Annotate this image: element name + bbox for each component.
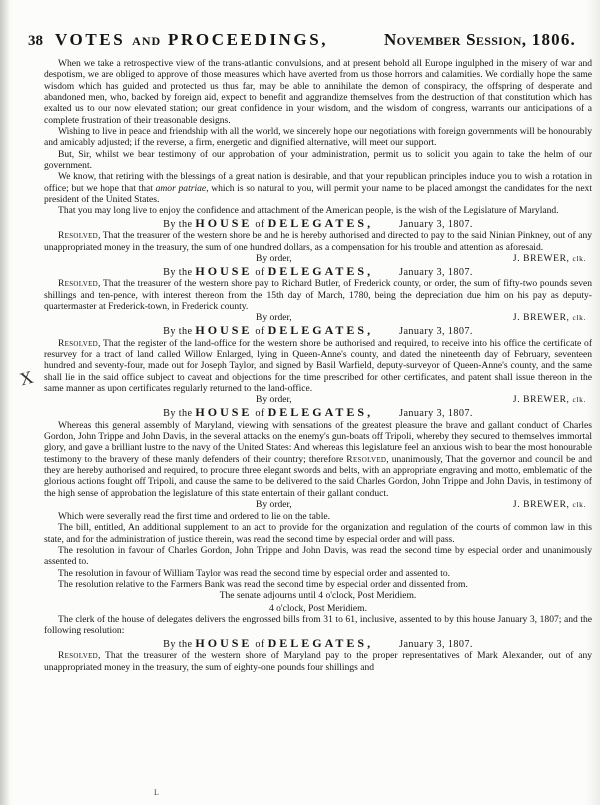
binding-shadow — [0, 0, 10, 805]
running-title: VOTES AND PROCEEDINGS, November Session, 1806. — [55, 30, 576, 49]
resolution-taylor: Resolved, That the register of the land-office for the western shore be authorised and required, to receive into his office the certificate of resurvey for a tract of land called Willow Enlarged, lying in Queen-Anne's county, and dated the nineteenth day of February, seventeen hundred and seventy-four, made out for Joseph Taylor, and signed by Basil Warfield, deputy-surveyor of Queen-Anne's county, and the same shall lie in the said office subject to caveat and objections for the time prescribed for other certificates, and patent shall issue thereon in the same manner as upon certificates regularly returned to the land-office. — [44, 337, 592, 394]
proceedings-paragraph: The resolution in favour of Charles Gordon, John Trippe and John Davis, was read the second time by especial order and unanimously assented to. — [44, 545, 592, 568]
page-number: 38 — [28, 33, 43, 49]
resolution-alexander: Resolved, That the treasurer of the western shore of Maryland pay to the proper representatives of Mark Alexander, out of any unappropriated money in the treasury, the sum of eighty-one pounds four shillings and — [44, 650, 592, 673]
address-paragraph-4: We know, that retiring with the blessings of a great nation is desirable, and that your republican principles induce you to wish a rotation in office; but we hope that that amor patriae, which is so natural to you, will permit your name to be placed amongst the candidates for the next president of the United States. — [44, 171, 592, 206]
session-year: 1806. — [531, 30, 576, 49]
signature-block: By order, J. BREWER, clk. — [256, 252, 586, 264]
signature-block: By order, J. BREWER, clk. — [256, 312, 586, 324]
resolution-tripoli: Whereas this general assembly of Maryland, viewing with sensations of the greatest pleasure the brave and gallant conduct of Charles Gordon, John Trippe and John Davis, in the several attacks on the enemy's gun-boats off Tripoli, whereby they secured to themselves immortal glory, and gave a brilliant lustre to the navy of the United States: And whereas this legislature feel an anxious wish to bear the most honourable testimony to the bravery of these manly defenders of their country; therefore Resolved, unanimously, That the governor and council be and they are hereby authorised and required, to procure three elegant swords and belts, with an appropriate engraving and motto, emblematic of the glorious actions fought off Tripoli, and cause the same to be delivered to the said Charles Gordon, John Trippe and John Davis, in testimony of the high sense of approbation the legislature of this state entertain of their gallant conduct. — [44, 419, 592, 499]
house-heading: By the HOUSE of DELEGATES, January 3, 1807. — [163, 405, 473, 420]
adjournment-line: The senate adjourns until 4 o'clock, Post Meridiem. — [219, 590, 417, 602]
proceedings-paragraph: The resolution relative to the Farmers Bank was read the second time by especial order and dissented from. — [58, 579, 468, 591]
resolution-pinkney: Resolved, That the treasurer of the western shore be and he is hereby authorised and directed to pay to the said Ninian Pinkney, out of any unappropriated money in the treasury, the sum of one hundred dollars, as a compensation for his trouble and attention as aforesaid. — [44, 230, 592, 253]
house-heading: By the HOUSE of DELEGATES, January 3, 1807. — [163, 215, 473, 230]
house-heading: By the HOUSE of DELEGATES, January 3, 1807. — [163, 635, 473, 650]
resolution-butler: Resolved, That the treasurer of the western shore pay to Richard Butler, of Frederick county, or order, the sum of fifty-two pounds seven shillings and ten-pence, with interest thereon from the 15th day of March, 1780, being the depreciation due him on his pay as deputy-quartermaster at Frederick-town, in Frederick county. — [44, 278, 592, 312]
signature-block: By order, J. BREWER, clk. — [256, 394, 586, 406]
proceedings-paragraph: The clerk of the house of delegates delivers the engrossed bills from 31 to 61, inclusive, assented to by this house January 3, 1807; and the following resolution: — [44, 614, 592, 637]
session-month: November — [384, 30, 461, 49]
afternoon-session-heading: 4 o'clock, Post Meridiem. — [269, 602, 367, 614]
proceedings-paragraph: The resolution in favour of William Taylor was read the second time by especial order and assented to. — [58, 567, 451, 579]
house-heading: By the HOUSE of DELEGATES, January 3, 1807. — [163, 323, 473, 338]
page-body — [44, 58, 592, 798]
session-label: Session, — [466, 30, 527, 49]
signature-block: By order, J. BREWER, clk. — [256, 499, 586, 511]
address-paragraph-5: That you may long live to enjoy the confidence and attachment of the American people, is the wish of the Legislature of Maryland. — [58, 205, 559, 217]
proceedings-paragraph: The bill, entitled, An additional supplement to an act to provide for the organization and regulation of the courts of common law in this state, and for the administration of justice therein, was read the second time by especial order and will pass. — [44, 522, 592, 545]
running-header — [28, 30, 576, 54]
address-paragraph-3: But, Sir, whilst we bear testimony of our approbation of your administration, permit us to solicit you again to take the helm of our government. — [44, 148, 592, 172]
footer-mark: L — [154, 788, 159, 797]
margin-handwritten-mark: X — [17, 366, 36, 390]
address-paragraph-1: When we take a retrospective view of the trans-atlantic convulsions, and at present behold all Europe ingulphed in the misery of war and despotism, we are obliged to approve of those measures which have averted from us those horrors and calamities. We cordially hope the same wisdom which has guided and protected us thus far, may be able to annihilate the demon of conspiracy, the offspring of desperate and abandoned men, who, backed by foreign aid, expect to benefit and aggrandize themselves from the destruction of that constitution which has exalted us to our now elevated station; our great confidence in your wisdom, and the wisdom of congress, warrants our anticipations of a complete frustration of their treasonable designs. — [44, 58, 592, 126]
address-paragraph-2: Wishing to live in peace and friendship with all the world, we sincerely hope our negotiations with foreign governments will be honourably and amicably adjusted; if the reverse, a firm, energetic and dignified alternative, will meet our support. — [44, 126, 592, 149]
proceedings-paragraph: Which were severally read the first time and ordered to lie on the table. — [58, 511, 330, 523]
house-heading: By the HOUSE of DELEGATES, January 3, 1807. — [163, 263, 473, 278]
